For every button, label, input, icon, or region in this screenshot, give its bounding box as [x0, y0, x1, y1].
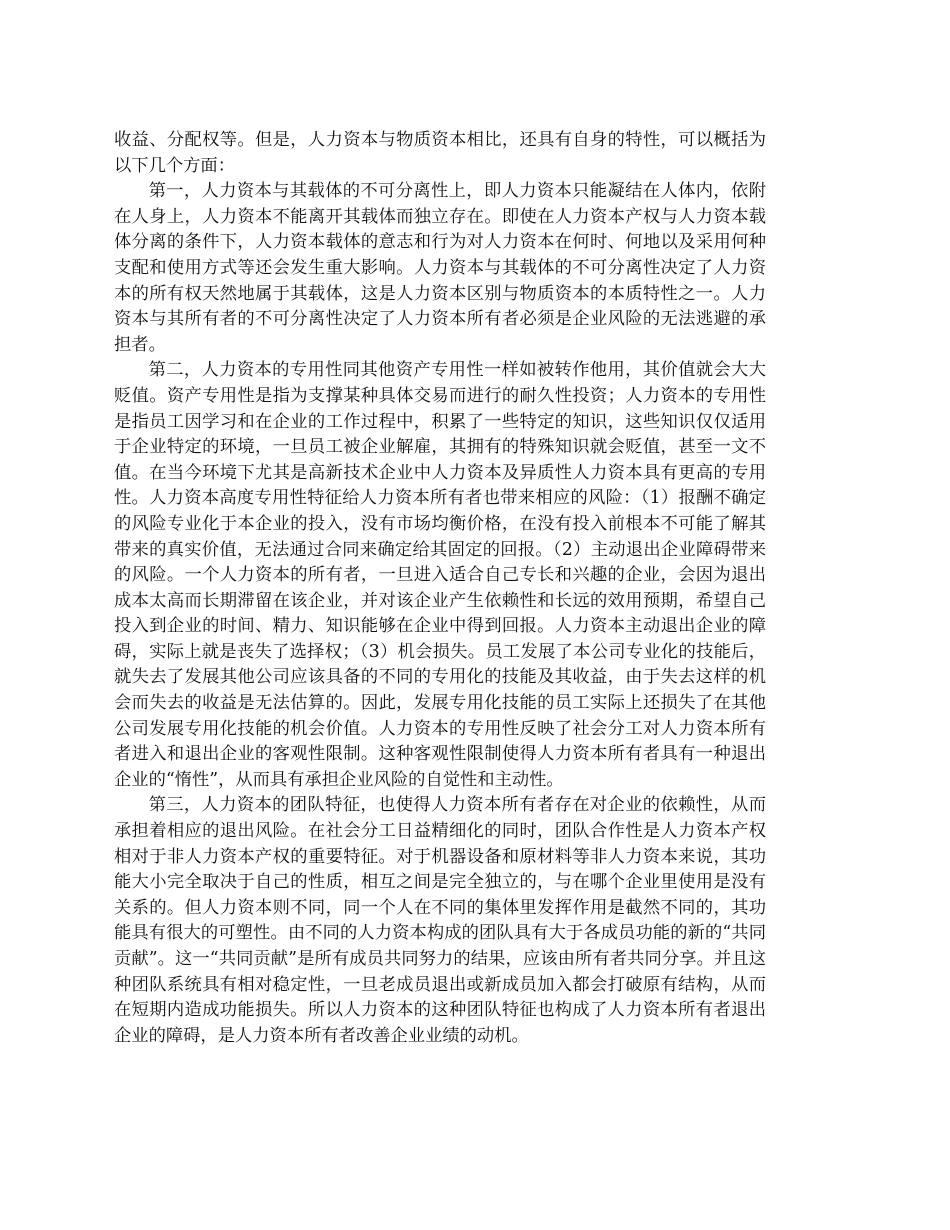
paragraph-second-point: 第二，人力资本的专用性同其他资产专用性一样如被转作他用，其价值就会大大贬值。资产专用性是指为支撑某种具体交易而进行的耐久性投资；人力资本的专用性是指员工因学习和在企业的工作过程中，积累了一些特定的知识，这些知识仅仅适用于企业特定的环境，一旦员工被企业解雇，其拥有的特殊知识就会贬值，甚至一文不值。在当今环境下尤其是高新技术企业中人力资本及异质性人力资本具有更高的专用性。人力资本高度专用性特征给人力资本所有者也带来相应的风险：（1）报酬不确定的风险专业化于本企业的投入，没有市场均衡价格，在没有投入前根本不可能了解其带来的真实价值，无法通过合同来确定给其固定的回报。（2）主动退出企业障碍带来的风险。一个人力资本的所有者，一旦进入适合自己专长和兴趣的企业，会因为退出成本太高而长期滞留在该企业，并对该企业产生依赖性和长远的效用预期，希望自己投入到企业的时间、精力、知识能够在企业中得到回报。人力资本主动退出企业的障碍，实际上就是丧失了选择权；（3）机会损失。员工发展了本公司专业化的技能后，就失去了发展其他公司应该具备的不同的专用化的技能及其收益，由于失去这样的机会而失去的收益是无法估算的。因此，发展专用化技能的员工实际上还损失了在其他公司发展专用化技能的机会价值。人力资本的专用性反映了社会分工对人力资本所有者进入和退出企业的客观性限制。这种客观性限制使得人力资本所有者具有一种退出企业的“惰性”，从而具有承担企业风险的自觉性和主动性。: [114, 360, 766, 790]
paragraph-first-point: 第一，人力资本与其载体的不可分离性上，即人力资本只能凝结在人体内，依附在人身上，人力资本不能离开其载体而独立存在。即使在人力资本产权与人力资本载体分离的条件下，人力资本载体的意志和行为对人力资本在何时、何地以及采用何种支配和使用方式等还会发生重大影响。人力资本与其载体的不可分离性决定了人力资本的所有权天然地属于其载体，这是人力资本区别与物质资本的本质特性之一。人力资本与其所有者的不可分离性决定了人力资本所有者必须是企业风险的无法逃避的承担者。: [114, 181, 766, 355]
paragraph-continuation: 收益、分配权等。但是，人力资本与物质资本相比，还具有自身的特性，可以概括为以下几个方面：: [114, 130, 766, 176]
document-page: [114, 128, 766, 1049]
paragraph-third-point: 第三，人力资本的团队特征，也使得人力资本所有者存在对企业的依赖性，从而承担着相应的退出风险。在社会分工日益精细化的同时，团队合作性是人力资本产权相对于非人力资本产权的重要特征。对于机器设备和原材料等非人力资本来说，其功能大小完全取决于自己的性质，相互之间是完全独立的，与在哪个企业里使用是没有关系的。但人力资本则不同，同一个人在不同的集体里发挥作用是截然不同的，其功能具有很大的可塑性。由不同的人力资本构成的团队具有大于各成员功能的新的“共同贡献”。这一“共同贡献”是所有成员共同努力的结果，应该由所有者共同分享。并且这种团队系统具有相对稳定性，一旦老成员退出或新成员加入都会打破原有结构，从而在短期内造成功能损失。所以人力资本的这种团队特征也构成了人力资本所有者退出企业的障碍，是人力资本所有者改善企业业绩的动机。: [114, 795, 766, 1046]
